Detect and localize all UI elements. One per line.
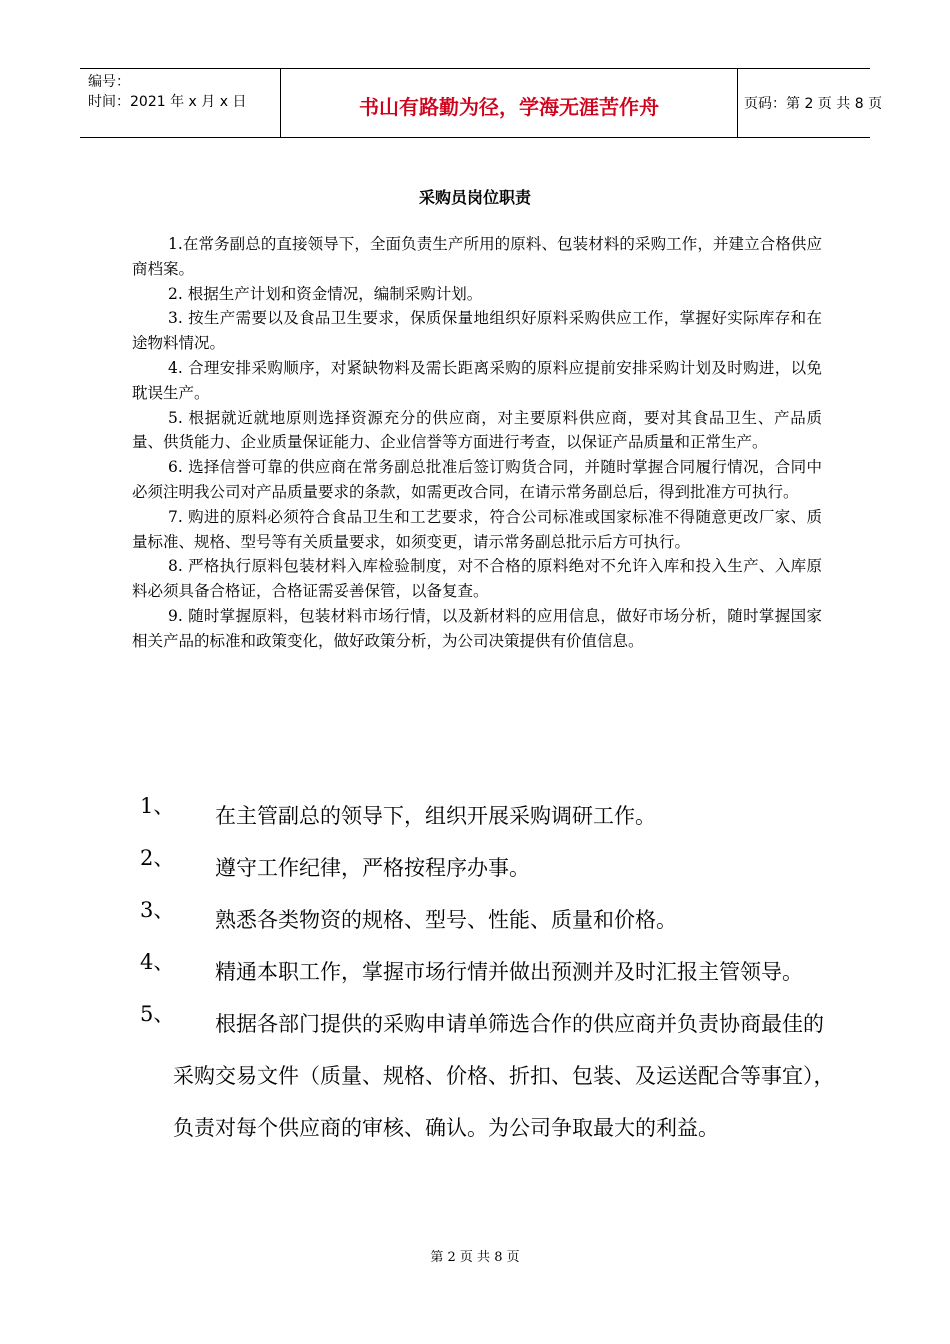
item-text: 根据各部门提供的采购申请单筛选合作的供应商并负责协商最佳的采购交易文件（质量、规格、价格、折扣、包装、及运送配合等事宜），负责对每个供应商的审核、确认。为公司争取最大的利益。 (173, 1012, 835, 1140)
header-page-info: 页码：第 2 页 共 8 页 (744, 96, 883, 112)
header-left-cell (80, 69, 280, 137)
header-table (80, 68, 883, 138)
item-number: 2、 (140, 846, 175, 870)
duty-item: 8. 严格执行原料包装材料入库检验制度，对不合格的原料绝对不允许入库和投入生产、入库原料必须具备合格证，合格证需妥善保管，以备复查。 (132, 557, 822, 601)
responsibility-item (140, 790, 840, 842)
duties-list (132, 232, 822, 654)
duty-item: 6. 选择信誉可靠的供应商在常务副总批准后签订购货合同，并随时掌握合同履行情况，合同中必须注明我公司对产品质量要求的条款，如需更改合同，在请示常务副总后，得到批准方可执行。 (132, 458, 822, 501)
item-number: 5、 (140, 1002, 175, 1026)
document-code: 编号： (88, 74, 130, 90)
responsibilities-list (140, 790, 840, 1154)
document-date: 时间：2021 年 x 月 x 日 (88, 94, 247, 110)
duty-item: 7. 购进的原料必须符合食品卫生和工艺要求，符合公司标准或国家标准不得随意更改厂家、质量标准、规格、型号等有关质量要求，如须变更，请示常务副总批示后方可执行。 (132, 507, 822, 551)
responsibility-item (140, 998, 840, 1154)
duty-item: 4. 合理安排采购顺序，对紧缺物料及需长距离采购的原料应提前安排采购计划及时购进，以免耽误生产。 (132, 358, 822, 402)
item-text: 熟悉各类物资的规格、型号、性能、质量和价格。 (215, 908, 677, 932)
item-number: 1、 (140, 794, 175, 818)
duty-item: 2. 根据生产计划和资金情况，编制采购计划。 (168, 284, 483, 303)
responsibility-item (140, 842, 840, 894)
duty-item: 3. 按生产需要以及食品卫生要求，保质保量地组织好原料采购供应工作，掌握好实际库存和在途物料情况。 (132, 309, 822, 353)
item-text: 遵守工作纪律，严格按程序办事。 (215, 856, 530, 880)
header-motto: 书山有路勤为径，学海无涯苦作舟 (359, 95, 659, 119)
duty-item: 5. 根据就近就地原则选择资源充分的供应商，对主要原料供应商，要对其食品卫生、产品质量、供货能力、企业质量保证能力、企业信誉等方面进行考查，以保证产品质量和正常生产。 (132, 408, 822, 452)
header-page-cell (738, 69, 883, 137)
item-text: 精通本职工作，掌握市场行情并做出预测并及时汇报主管领导。 (215, 960, 803, 984)
item-text: 在主管副总的领导下，组织开展采购调研工作。 (215, 804, 656, 828)
item-number: 3、 (140, 898, 175, 922)
duty-item: 1.在常务副总的直接领导下，全面负责生产所用的原料、包装材料的采购工作，并建立合格供应商档案。 (132, 235, 822, 278)
item-number: 4、 (140, 950, 175, 974)
responsibility-item (140, 946, 840, 998)
duty-item: 9. 随时掌握原料，包装材料市场行情，以及新材料的应用信息，做好市场分析，随时掌握国家相关产品的标准和政策变化，做好政策分析，为公司决策提供有价值信息。 (132, 606, 822, 650)
header-motto-cell (280, 69, 738, 137)
page-footer: 第 2 页 共 8 页 (430, 1250, 520, 1265)
document-title: 采购员岗位职责 (418, 188, 531, 207)
responsibility-item (140, 894, 840, 946)
